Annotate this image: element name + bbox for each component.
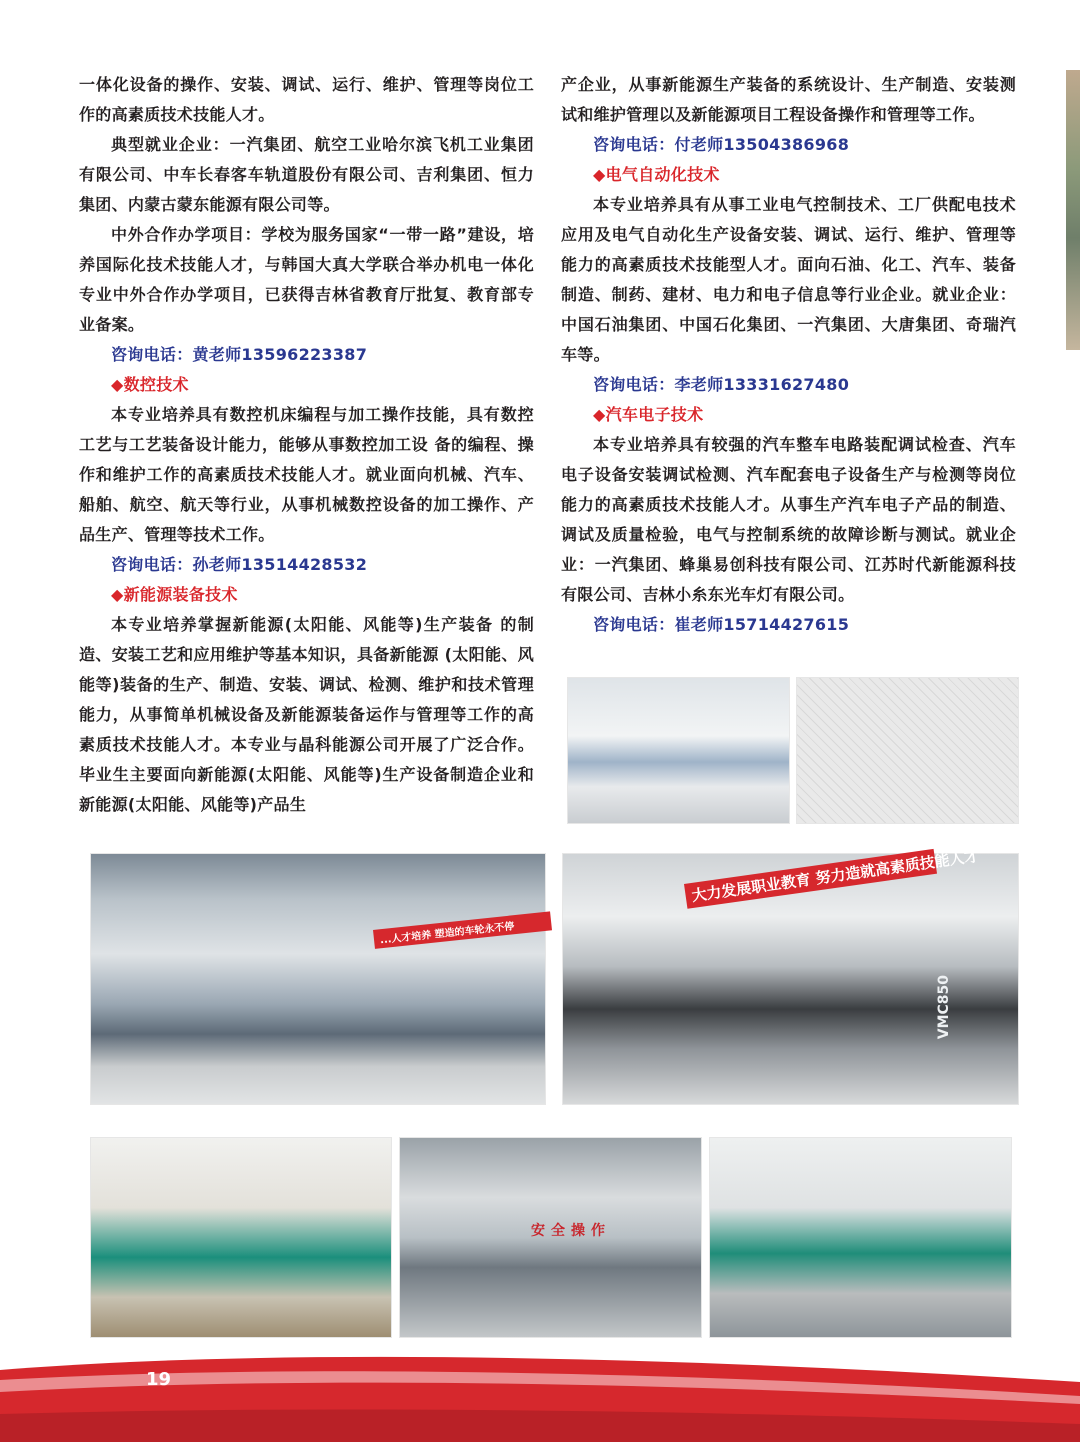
paragraph-cnc-technology: 本专业培养具有数控机床编程与加工操作技能，具有数控工艺与工艺装备设计能力，能够从事数控加工设 备的编程、操作和维护工作的高素质技术技能人才。就业面向机械、汽车、船舶、航空、航天等行业，从事机械数控设备的加工操作、产品生产、管理等技术工作。 [79,405,534,544]
paragraph-electrical-automation: 本专业培养具有从事工业电气控制技术、工厂供配电技术应用及电气自动化生产设备安装、调试、运行、维护、管理等能力的高素质技术技能型人才。面向石油、化工、汽车、装备制造、制药、建材、电力和电子信息等行业企业。就业企业：中国石油集团、中国石化集团、一汽集团、大唐集团、奇瑞汽车等。 [561,195,1016,364]
cnc-banner-text: 大力发展职业教育 努力造就高素质技能人才 [684,849,937,909]
left-text-column [79,70,534,820]
right-text-column [561,70,1016,640]
contact-sun: 咨询电话：孙老师13514428532 [111,555,368,574]
heading-automotive-electronics: ◆汽车电子技术 [593,405,704,424]
page-edge-photo-strip [1066,70,1080,350]
paragraph-new-energy-continued: 产企业，从事新能源生产装备的系统设计、生产制造、安装测试和维护管理以及新能源项目工程设备操作和管理等工作。 [561,75,1016,124]
photo-automotive-training-hall [90,853,546,1105]
photo-students-practice [709,1137,1012,1338]
workshop-banner-text: 安全操作 [531,1223,611,1239]
footer-wave-decoration [0,1352,1080,1442]
contact-fu: 咨询电话：付老师13504386968 [593,135,850,154]
hall-banner-text: ...人才培养 塑造的车轮永不停 [373,911,552,949]
heading-electrical-automation: ◆电气自动化技术 [593,165,720,184]
photo-computer-classroom [90,1137,392,1338]
vmc-machine-label: VMC850 [936,975,952,1040]
photo-electrical-lab [567,677,790,824]
heading-new-energy-equipment: ◆新能源装备技术 [111,585,238,604]
page-number: 19 [146,1369,172,1390]
heading-cnc-technology: ◆数控技术 [111,375,189,394]
photo-fenced-training-area [796,677,1019,824]
paragraph-sino-foreign: 中外合作办学项目：学校为服务国家“一带一路”建设，培养国际化技术技能人才，与韩国大真大学联合举办机电一体化专业中外合作办学项目，已获得吉林省教育厅批复、教育部专业备案。 [79,225,534,334]
paragraph-intro-end: 一体化设备的操作、安装、调试、运行、维护、管理等岗位工作的高素质技术技能人才。 [79,75,534,124]
paragraph-automotive-electronics: 本专业培养具有较强的汽车整车电路装配调试检查、汽车电子设备安装调试检测、汽车配套电子设备生产与检测等岗位能力的高素质技术技能人才。从事生产汽车电子产品的制造、调试及质量检验，电气与控制系统的故障诊断与测试。就业企业：一汽集团、蜂巢易创科技有限公司、江苏时代新能源科技有限公司、吉林小糸东光车灯有限公司。 [561,435,1016,604]
paragraph-employers: 典型就业企业：一汽集团、航空工业哈尔滨飞机工业集团有限公司、中车长春客车轨道股份有限公司、吉利集团、恒力集团、内蒙古蒙东能源有限公司等。 [79,135,534,214]
contact-li: 咨询电话：李老师13331627480 [593,375,850,394]
contact-cui: 咨询电话：崔老师15714427615 [593,615,850,634]
paragraph-new-energy-equipment: 本专业培养掌握新能源(太阳能、风能等)生产装备 的制造、安装工艺和应用维护等基本知识，具备新能源 (太阳能、风能等)装备的生产、制造、安装、调试、检测、维护和技术管理能力，从事简单机械设备及新能源装备运作与管理等工作的高素质技术技能人才。本专业与晶科能源公司开展了广泛合作。毕业生主要面向新能源(太阳能、风能等)生产设备制造企业和新能源(太阳能、风能等)产品生 [79,615,534,814]
contact-huang: 咨询电话：黄老师13596223387 [111,345,368,364]
